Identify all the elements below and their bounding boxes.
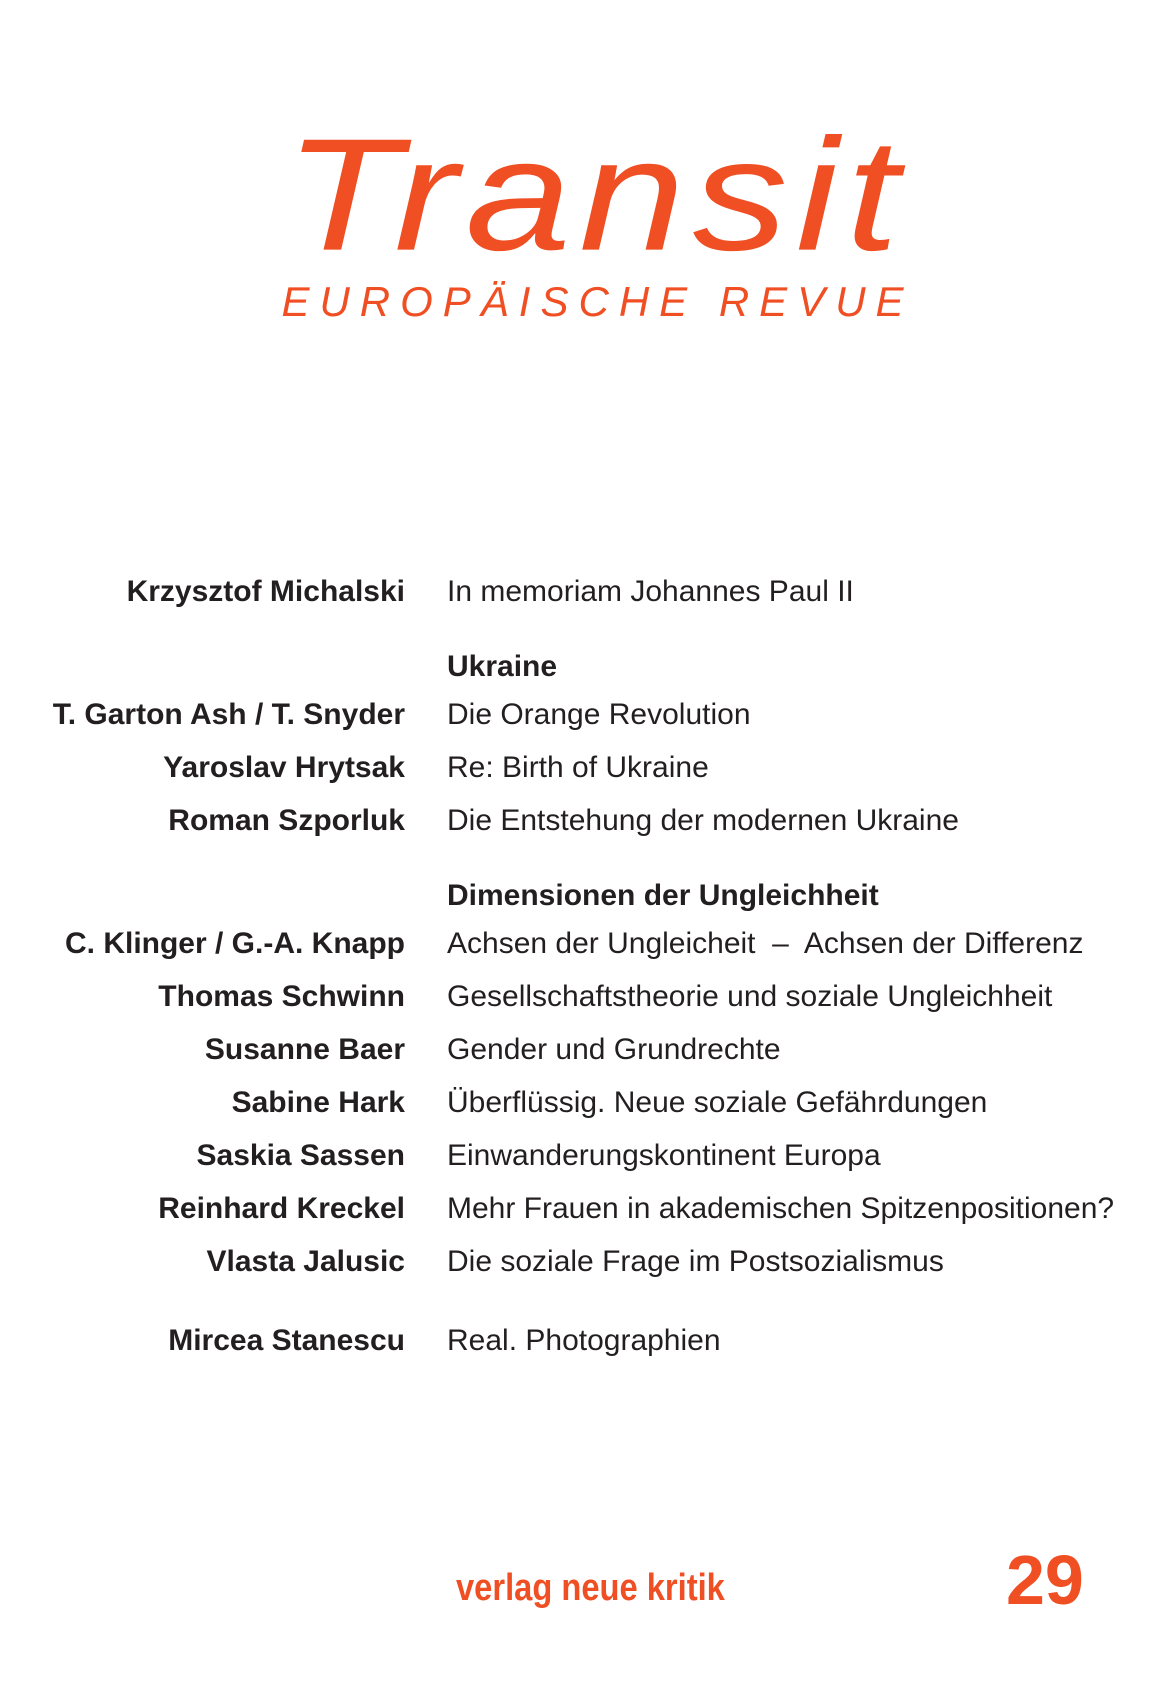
toc-title: Re: Birth of Ukraine: [447, 751, 709, 784]
toc-title: Achsen der Ungleicheit – Achsen der Differenz: [447, 927, 1084, 960]
toc-title: Gender und Grundrechte: [447, 1033, 781, 1066]
toc-author: Vlasta Jalusic: [206, 1245, 405, 1278]
journal-subtitle: EUROPÄISCHE REVUE: [281, 278, 914, 325]
toc-author: Krzysztof Michalski: [126, 575, 405, 608]
toc-author: Saskia Sassen: [196, 1139, 405, 1172]
toc-entry: [0, 1321, 1171, 1374]
toc-title: Mehr Frauen in akademischen Spitzenpositionen?: [447, 1192, 1115, 1225]
section-heading-ungleichheit: [0, 854, 1171, 924]
toc-entry: [0, 748, 1171, 801]
toc-author: Thomas Schwinn: [158, 980, 405, 1013]
section-heading-ukraine: [0, 625, 1171, 695]
toc-title: Gesellschaftstheorie und soziale Ungleichheit: [447, 980, 1053, 1013]
publisher-name: verlag neue kritik: [456, 1567, 725, 1609]
toc-title: Die Orange Revolution: [447, 698, 751, 731]
toc-title: Überflüssig. Neue soziale Gefährdungen: [447, 1086, 988, 1119]
toc-entry: [0, 572, 1171, 625]
toc-author: Susanne Baer: [204, 1033, 405, 1066]
toc-entry: [0, 924, 1171, 977]
toc-author: Roman Szporluk: [168, 804, 405, 837]
toc-author: T. Garton Ash / T. Snyder: [52, 698, 405, 731]
toc-author: Mircea Stanescu: [168, 1324, 405, 1357]
toc-entry: [0, 1189, 1171, 1242]
toc-author: Reinhard Kreckel: [158, 1192, 405, 1225]
toc-entry: [0, 801, 1171, 854]
spacer: [0, 1295, 1171, 1321]
issue-number: 29: [1006, 1541, 1084, 1619]
toc-author: Yaroslav Hrytsak: [163, 751, 405, 784]
toc-title: Die Entstehung der modernen Ukraine: [447, 804, 959, 837]
journal-title: Transit: [284, 105, 907, 285]
toc-entry: [0, 1136, 1171, 1189]
toc-entry: [0, 1030, 1171, 1083]
toc-entry: [0, 977, 1171, 1030]
toc-author: Sabine Hark: [231, 1086, 405, 1119]
table-of-contents: [0, 572, 1171, 1374]
toc-title: Real. Photographien: [447, 1324, 721, 1357]
section-heading-text: Ukraine: [447, 650, 558, 683]
toc-entry: [0, 1242, 1171, 1295]
toc-author: C. Klinger / G.-A. Knapp: [64, 927, 405, 960]
toc-title: Die soziale Frage im Postsozialismus: [447, 1245, 944, 1278]
toc-entry: [0, 695, 1171, 748]
toc-title: In memoriam Johannes Paul II: [447, 575, 854, 608]
section-heading-text: Dimensionen der Ungleichheit: [447, 879, 879, 912]
toc-title: Einwanderungskontinent Europa: [447, 1139, 881, 1172]
toc-entry: [0, 1083, 1171, 1136]
masthead: [0, 100, 1171, 326]
